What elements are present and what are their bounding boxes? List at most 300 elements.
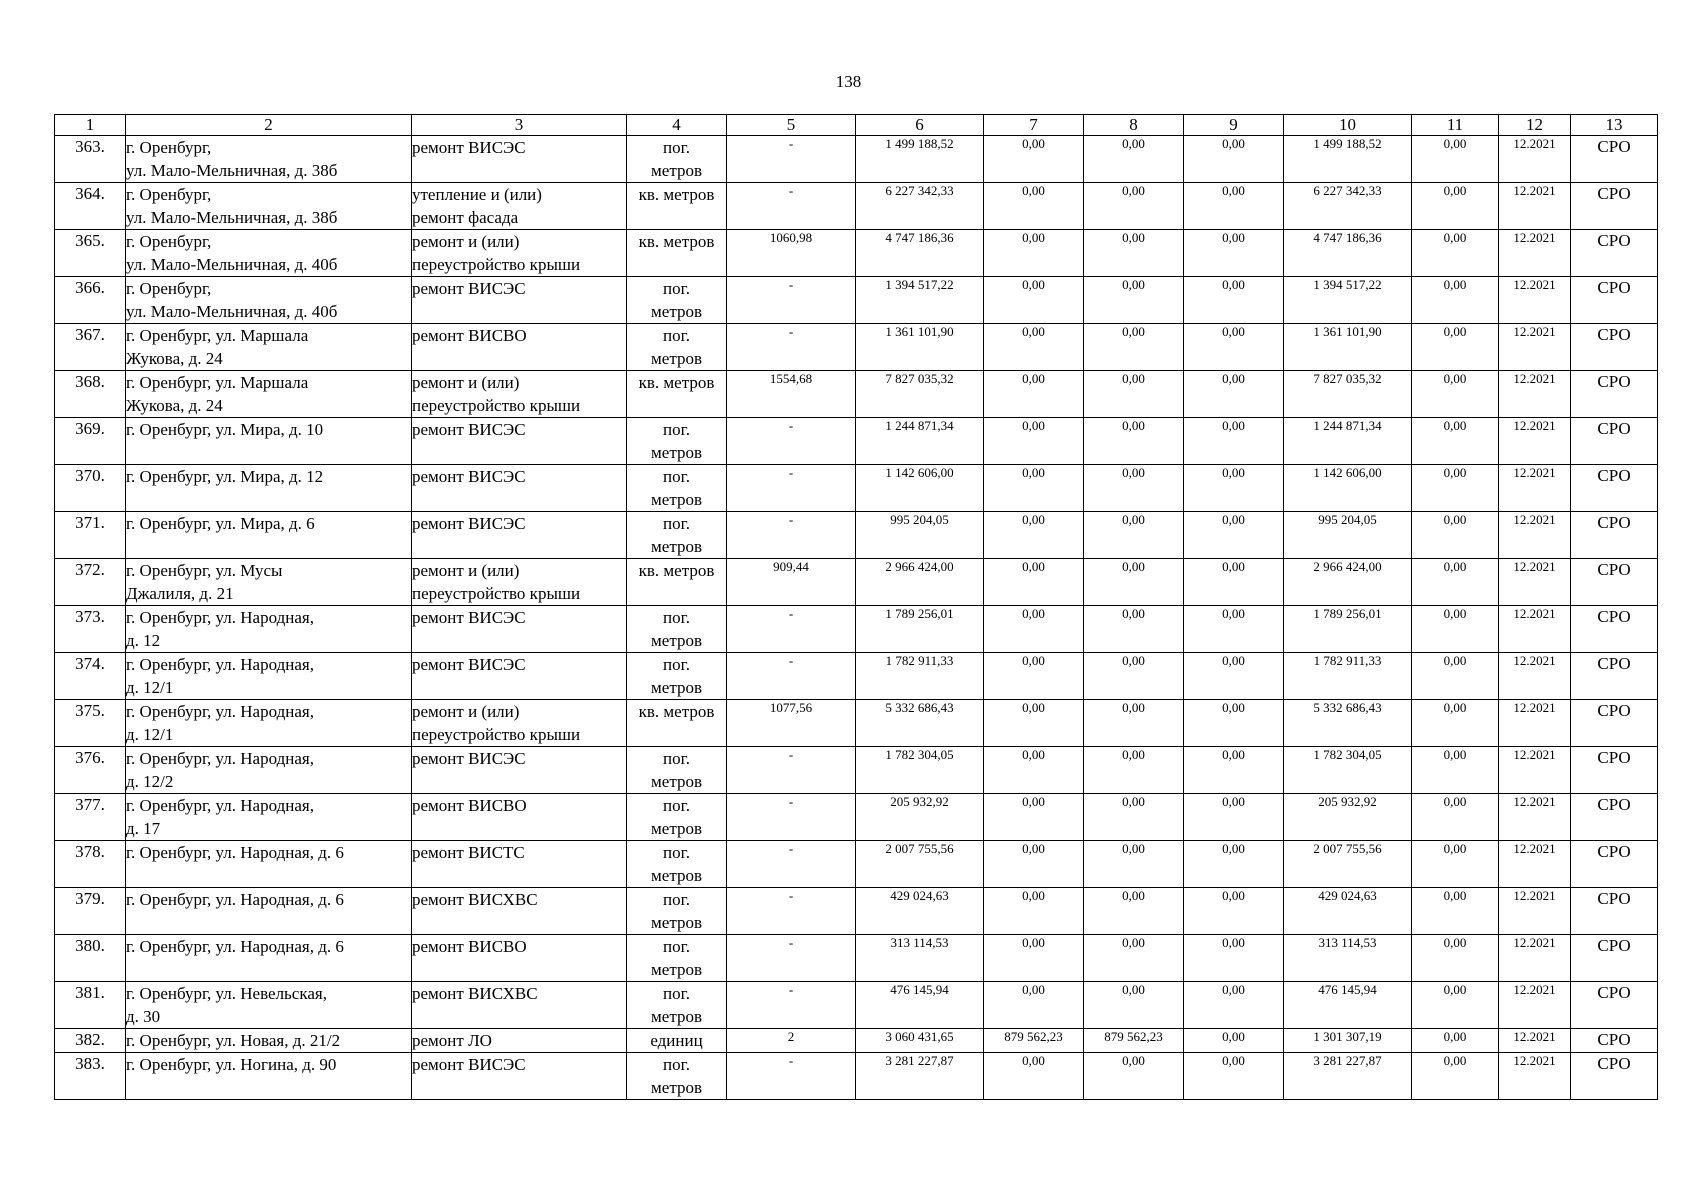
volume-cell: 1554,68 [727, 371, 856, 418]
address-line: Жукова, д. 24 [126, 396, 223, 415]
fund-cell-9: 0,00 [1184, 747, 1284, 794]
deadline-cell: 12.2021 [1499, 136, 1571, 183]
work-type-line: ремонт и (или) [412, 702, 520, 721]
volume-cell: 909,44 [727, 559, 856, 606]
unit-line: метров [651, 866, 702, 885]
fund-cell-9: 0,00 [1184, 982, 1284, 1029]
fund-cell-8: 0,00 [1084, 324, 1184, 371]
other-funds-cell: 0,00 [1412, 1029, 1499, 1053]
row-number: 380. [55, 935, 126, 982]
unit-cell [627, 888, 727, 935]
fund-cell-9: 0,00 [1184, 324, 1284, 371]
work-type-cell [412, 606, 627, 653]
other-funds-cell: 0,00 [1412, 747, 1499, 794]
fund-cell-8: 0,00 [1084, 230, 1184, 277]
unit-cell [627, 183, 727, 230]
owners-funds-cell: 1 499 188,52 [1284, 136, 1412, 183]
address-line: ул. Мало-Мельничная, д. 38б [126, 208, 338, 227]
other-funds-cell: 0,00 [1412, 512, 1499, 559]
deadline-cell: 12.2021 [1499, 371, 1571, 418]
address-line: ул. Мало-Мельничная, д. 40б [126, 302, 338, 321]
table-row [55, 418, 1658, 465]
method-cell: СРО [1571, 136, 1658, 183]
unit-line: пог. [663, 279, 690, 298]
fund-cell-7: 0,00 [984, 794, 1084, 841]
deadline-cell: 12.2021 [1499, 888, 1571, 935]
fund-cell-7: 0,00 [984, 371, 1084, 418]
volume-cell: - [727, 465, 856, 512]
owners-funds-cell: 476 145,94 [1284, 982, 1412, 1029]
work-type-line: ремонт и (или) [412, 561, 520, 580]
other-funds-cell: 0,00 [1412, 606, 1499, 653]
fund-cell-8: 0,00 [1084, 653, 1184, 700]
row-number: 371. [55, 512, 126, 559]
unit-line: кв. метров [638, 373, 715, 392]
column-header: 6 [856, 115, 984, 136]
address-cell [126, 277, 412, 324]
fund-cell-9: 0,00 [1184, 465, 1284, 512]
work-type-line: ремонт и (или) [412, 232, 520, 251]
work-type-line: переустройство крыши [412, 396, 581, 415]
owners-funds-cell: 3 281 227,87 [1284, 1053, 1412, 1100]
fund-cell-9: 0,00 [1184, 606, 1284, 653]
volume-cell: - [727, 606, 856, 653]
address-line: г. Оренбург, [126, 185, 212, 204]
work-type-cell [412, 653, 627, 700]
table-row [55, 277, 1658, 324]
work-type-line: ремонт ЛО [412, 1031, 492, 1050]
other-funds-cell: 0,00 [1412, 888, 1499, 935]
fund-cell-8: 0,00 [1084, 1053, 1184, 1100]
unit-line: метров [651, 349, 702, 368]
fund-cell-8: 0,00 [1084, 277, 1184, 324]
total-cost-cell: 5 332 686,43 [856, 700, 984, 747]
table-row [55, 653, 1658, 700]
other-funds-cell: 0,00 [1412, 230, 1499, 277]
method-cell: СРО [1571, 1029, 1658, 1053]
deadline-cell: 12.2021 [1499, 183, 1571, 230]
work-type-line: ремонт ВИСВО [412, 796, 527, 815]
other-funds-cell: 0,00 [1412, 324, 1499, 371]
method-cell: СРО [1571, 794, 1658, 841]
row-number: 368. [55, 371, 126, 418]
fund-cell-7: 0,00 [984, 324, 1084, 371]
fund-cell-8: 0,00 [1084, 465, 1184, 512]
method-cell: СРО [1571, 653, 1658, 700]
address-line: д. 12/1 [126, 725, 174, 744]
work-type-line: переустройство крыши [412, 725, 581, 744]
unit-line: кв. метров [638, 561, 715, 580]
volume-cell: - [727, 136, 856, 183]
fund-cell-7: 0,00 [984, 559, 1084, 606]
other-funds-cell: 0,00 [1412, 653, 1499, 700]
owners-funds-cell: 1 142 606,00 [1284, 465, 1412, 512]
owners-funds-cell: 1 244 871,34 [1284, 418, 1412, 465]
table-row [55, 935, 1658, 982]
table-row [55, 465, 1658, 512]
fund-cell-9: 0,00 [1184, 794, 1284, 841]
row-number: 382. [55, 1029, 126, 1053]
deadline-cell: 12.2021 [1499, 465, 1571, 512]
unit-line: пог. [663, 1055, 690, 1074]
column-header: 7 [984, 115, 1084, 136]
row-number: 372. [55, 559, 126, 606]
unit-line: пог. [663, 937, 690, 956]
unit-line: метров [651, 1007, 702, 1026]
row-number: 367. [55, 324, 126, 371]
column-header: 8 [1084, 115, 1184, 136]
address-cell [126, 371, 412, 418]
owners-funds-cell: 1 394 517,22 [1284, 277, 1412, 324]
column-header: 12 [1499, 115, 1571, 136]
table-row [55, 982, 1658, 1029]
fund-cell-9: 0,00 [1184, 559, 1284, 606]
fund-cell-8: 0,00 [1084, 982, 1184, 1029]
method-cell: СРО [1571, 183, 1658, 230]
table-row [55, 230, 1658, 277]
other-funds-cell: 0,00 [1412, 841, 1499, 888]
unit-cell [627, 1029, 727, 1053]
method-cell: СРО [1571, 982, 1658, 1029]
fund-cell-9: 0,00 [1184, 888, 1284, 935]
method-cell: СРО [1571, 559, 1658, 606]
unit-line: пог. [663, 890, 690, 909]
address-cell [126, 747, 412, 794]
row-number: 369. [55, 418, 126, 465]
total-cost-cell: 1 394 517,22 [856, 277, 984, 324]
address-line: г. Оренбург, ул. Народная, д. 6 [126, 843, 344, 862]
address-line: г. Оренбург, ул. Народная, [126, 749, 314, 768]
fund-cell-7: 879 562,23 [984, 1029, 1084, 1053]
table-row [55, 794, 1658, 841]
method-cell: СРО [1571, 888, 1658, 935]
column-header: 13 [1571, 115, 1658, 136]
work-type-line: ремонт ВИСТС [412, 843, 525, 862]
fund-cell-8: 0,00 [1084, 794, 1184, 841]
work-type-cell [412, 277, 627, 324]
other-funds-cell: 0,00 [1412, 136, 1499, 183]
column-header: 11 [1412, 115, 1499, 136]
deadline-cell: 12.2021 [1499, 935, 1571, 982]
column-header: 4 [627, 115, 727, 136]
unit-line: пог. [663, 514, 690, 533]
method-cell: СРО [1571, 418, 1658, 465]
row-number: 365. [55, 230, 126, 277]
fund-cell-7: 0,00 [984, 888, 1084, 935]
owners-funds-cell: 205 932,92 [1284, 794, 1412, 841]
method-cell: СРО [1571, 935, 1658, 982]
page-number: 138 [835, 72, 862, 91]
work-type-cell [412, 982, 627, 1029]
work-type-cell [412, 747, 627, 794]
owners-funds-cell: 429 024,63 [1284, 888, 1412, 935]
unit-line: пог. [663, 326, 690, 345]
fund-cell-9: 0,00 [1184, 230, 1284, 277]
method-cell: СРО [1571, 465, 1658, 512]
deadline-cell: 12.2021 [1499, 1053, 1571, 1100]
work-type-line: ремонт ВИСЭС [412, 655, 526, 674]
work-type-cell [412, 559, 627, 606]
row-number: 370. [55, 465, 126, 512]
unit-cell [627, 747, 727, 794]
row-number: 374. [55, 653, 126, 700]
other-funds-cell: 0,00 [1412, 183, 1499, 230]
owners-funds-cell: 1 782 911,33 [1284, 653, 1412, 700]
fund-cell-7: 0,00 [984, 465, 1084, 512]
address-line: Жукова, д. 24 [126, 349, 223, 368]
work-type-cell [412, 888, 627, 935]
volume-cell: 1077,56 [727, 700, 856, 747]
owners-funds-cell: 4 747 186,36 [1284, 230, 1412, 277]
volume-cell: - [727, 324, 856, 371]
fund-cell-8: 0,00 [1084, 935, 1184, 982]
row-number: 375. [55, 700, 126, 747]
unit-line: метров [651, 631, 702, 650]
address-line: г. Оренбург, ул. Ногина, д. 90 [126, 1055, 337, 1074]
work-type-line: ремонт фасада [412, 208, 519, 227]
other-funds-cell: 0,00 [1412, 935, 1499, 982]
unit-line: метров [651, 302, 702, 321]
work-type-line: ремонт ВИСЭС [412, 749, 526, 768]
unit-line: пог. [663, 749, 690, 768]
table-row [55, 183, 1658, 230]
owners-funds-cell: 6 227 342,33 [1284, 183, 1412, 230]
table-row [55, 747, 1658, 794]
owners-funds-cell: 5 332 686,43 [1284, 700, 1412, 747]
table-row [55, 512, 1658, 559]
address-line: г. Оренбург, [126, 279, 212, 298]
method-cell: СРО [1571, 371, 1658, 418]
work-type-line: ремонт ВИСХВС [412, 984, 538, 1003]
address-line: д. 12 [126, 631, 161, 650]
fund-cell-9: 0,00 [1184, 700, 1284, 747]
method-cell: СРО [1571, 747, 1658, 794]
fund-cell-7: 0,00 [984, 230, 1084, 277]
row-number: 381. [55, 982, 126, 1029]
unit-cell [627, 465, 727, 512]
fund-cell-9: 0,00 [1184, 653, 1284, 700]
other-funds-cell: 0,00 [1412, 1053, 1499, 1100]
row-number: 376. [55, 747, 126, 794]
address-cell [126, 559, 412, 606]
deadline-cell: 12.2021 [1499, 418, 1571, 465]
address-cell [126, 465, 412, 512]
table-row [55, 1029, 1658, 1053]
other-funds-cell: 0,00 [1412, 371, 1499, 418]
work-type-line: ремонт ВИСЭС [412, 1055, 526, 1074]
owners-funds-cell: 1 361 101,90 [1284, 324, 1412, 371]
row-number: 377. [55, 794, 126, 841]
table-row [55, 1053, 1658, 1100]
work-type-cell [412, 136, 627, 183]
address-line: д. 12/2 [126, 772, 174, 791]
method-cell: СРО [1571, 700, 1658, 747]
unit-cell [627, 841, 727, 888]
unit-line: кв. метров [638, 185, 715, 204]
unit-cell [627, 935, 727, 982]
table-row [55, 136, 1658, 183]
fund-cell-9: 0,00 [1184, 183, 1284, 230]
unit-cell [627, 277, 727, 324]
table-body [55, 136, 1658, 1100]
address-line: г. Оренбург, ул. Мусы [126, 561, 283, 580]
row-number: 379. [55, 888, 126, 935]
column-header: 1 [55, 115, 126, 136]
volume-cell: - [727, 418, 856, 465]
volume-cell: - [727, 747, 856, 794]
column-header: 9 [1184, 115, 1284, 136]
address-line: г. Оренбург, ул. Народная, [126, 796, 314, 815]
address-cell [126, 700, 412, 747]
deadline-cell: 12.2021 [1499, 653, 1571, 700]
total-cost-cell: 1 361 101,90 [856, 324, 984, 371]
address-cell [126, 841, 412, 888]
deadline-cell: 12.2021 [1499, 277, 1571, 324]
unit-line: метров [651, 537, 702, 556]
unit-line: метров [651, 960, 702, 979]
unit-cell [627, 418, 727, 465]
address-line: г. Оренбург, [126, 138, 212, 157]
volume-cell: - [727, 183, 856, 230]
unit-line: единиц [650, 1031, 703, 1050]
address-line: г. Оренбург, ул. Народная, д. 6 [126, 890, 344, 909]
other-funds-cell: 0,00 [1412, 465, 1499, 512]
unit-line: пог. [663, 420, 690, 439]
volume-cell: 1060,98 [727, 230, 856, 277]
address-line: Джалиля, д. 21 [126, 584, 234, 603]
fund-cell-9: 0,00 [1184, 1053, 1284, 1100]
unit-line: метров [651, 161, 702, 180]
work-type-line: ремонт ВИСВО [412, 937, 527, 956]
volume-cell: - [727, 512, 856, 559]
unit-line: кв. метров [638, 232, 715, 251]
work-type-cell [412, 700, 627, 747]
method-cell: СРО [1571, 324, 1658, 371]
method-cell: СРО [1571, 512, 1658, 559]
volume-cell: - [727, 653, 856, 700]
unit-cell [627, 700, 727, 747]
fund-cell-9: 0,00 [1184, 841, 1284, 888]
work-type-cell [412, 512, 627, 559]
work-type-line: ремонт ВИСЭС [412, 467, 526, 486]
fund-cell-8: 0,00 [1084, 183, 1184, 230]
unit-cell [627, 606, 727, 653]
work-type-cell [412, 841, 627, 888]
work-type-cell [412, 465, 627, 512]
table-row [55, 559, 1658, 606]
fund-cell-8: 0,00 [1084, 136, 1184, 183]
work-type-cell [412, 418, 627, 465]
fund-cell-7: 0,00 [984, 606, 1084, 653]
capital-repair-table [54, 114, 1658, 1100]
unit-line: кв. метров [638, 702, 715, 721]
work-type-cell [412, 324, 627, 371]
unit-cell [627, 512, 727, 559]
total-cost-cell: 1 782 911,33 [856, 653, 984, 700]
fund-cell-7: 0,00 [984, 1053, 1084, 1100]
address-line: г. Оренбург, ул. Мира, д. 6 [126, 514, 315, 533]
deadline-cell: 12.2021 [1499, 1029, 1571, 1053]
unit-cell [627, 559, 727, 606]
total-cost-cell: 313 114,53 [856, 935, 984, 982]
work-type-line: ремонт и (или) [412, 373, 520, 392]
work-type-cell [412, 935, 627, 982]
total-cost-cell: 4 747 186,36 [856, 230, 984, 277]
volume-cell: - [727, 982, 856, 1029]
fund-cell-7: 0,00 [984, 747, 1084, 794]
owners-funds-cell: 313 114,53 [1284, 935, 1412, 982]
fund-cell-8: 879 562,23 [1084, 1029, 1184, 1053]
owners-funds-cell: 1 301 307,19 [1284, 1029, 1412, 1053]
table-row [55, 324, 1658, 371]
address-cell [126, 324, 412, 371]
address-line: г. Оренбург, ул. Народная, [126, 608, 314, 627]
address-line: г. Оренбург, ул. Народная, д. 6 [126, 937, 344, 956]
work-type-line: ремонт ВИСЭС [412, 279, 526, 298]
total-cost-cell: 7 827 035,32 [856, 371, 984, 418]
total-cost-cell: 6 227 342,33 [856, 183, 984, 230]
work-type-cell [412, 230, 627, 277]
method-cell: СРО [1571, 841, 1658, 888]
unit-cell [627, 1053, 727, 1100]
unit-line: пог. [663, 467, 690, 486]
total-cost-cell: 1 244 871,34 [856, 418, 984, 465]
unit-cell [627, 136, 727, 183]
work-type-line: утепление и (или) [412, 185, 542, 204]
fund-cell-7: 0,00 [984, 136, 1084, 183]
fund-cell-8: 0,00 [1084, 700, 1184, 747]
address-cell [126, 512, 412, 559]
deadline-cell: 12.2021 [1499, 841, 1571, 888]
unit-cell [627, 794, 727, 841]
address-line: г. Оренбург, ул. Новая, д. 21/2 [126, 1031, 341, 1050]
total-cost-cell: 995 204,05 [856, 512, 984, 559]
address-line: г. Оренбург, ул. Народная, [126, 702, 314, 721]
total-cost-cell: 3 060 431,65 [856, 1029, 984, 1053]
unit-line: метров [651, 913, 702, 932]
fund-cell-8: 0,00 [1084, 512, 1184, 559]
address-line: д. 17 [126, 819, 161, 838]
fund-cell-9: 0,00 [1184, 1029, 1284, 1053]
volume-cell: - [727, 277, 856, 324]
fund-cell-7: 0,00 [984, 841, 1084, 888]
address-cell [126, 606, 412, 653]
work-type-line: ремонт ВИСВО [412, 326, 527, 345]
row-number: 383. [55, 1053, 126, 1100]
table-row [55, 700, 1658, 747]
unit-line: метров [651, 443, 702, 462]
total-cost-cell: 3 281 227,87 [856, 1053, 984, 1100]
unit-cell [627, 653, 727, 700]
other-funds-cell: 0,00 [1412, 700, 1499, 747]
column-header: 2 [126, 115, 412, 136]
address-line: ул. Мало-Мельничная, д. 40б [126, 255, 338, 274]
row-number: 364. [55, 183, 126, 230]
fund-cell-7: 0,00 [984, 277, 1084, 324]
total-cost-cell: 429 024,63 [856, 888, 984, 935]
owners-funds-cell: 2 966 424,00 [1284, 559, 1412, 606]
unit-line: метров [651, 678, 702, 697]
deadline-cell: 12.2021 [1499, 324, 1571, 371]
unit-cell [627, 230, 727, 277]
unit-line: пог. [663, 138, 690, 157]
volume-cell: - [727, 794, 856, 841]
deadline-cell: 12.2021 [1499, 606, 1571, 653]
unit-line: пог. [663, 984, 690, 1003]
unit-line: пог. [663, 655, 690, 674]
fund-cell-8: 0,00 [1084, 418, 1184, 465]
deadline-cell: 12.2021 [1499, 512, 1571, 559]
